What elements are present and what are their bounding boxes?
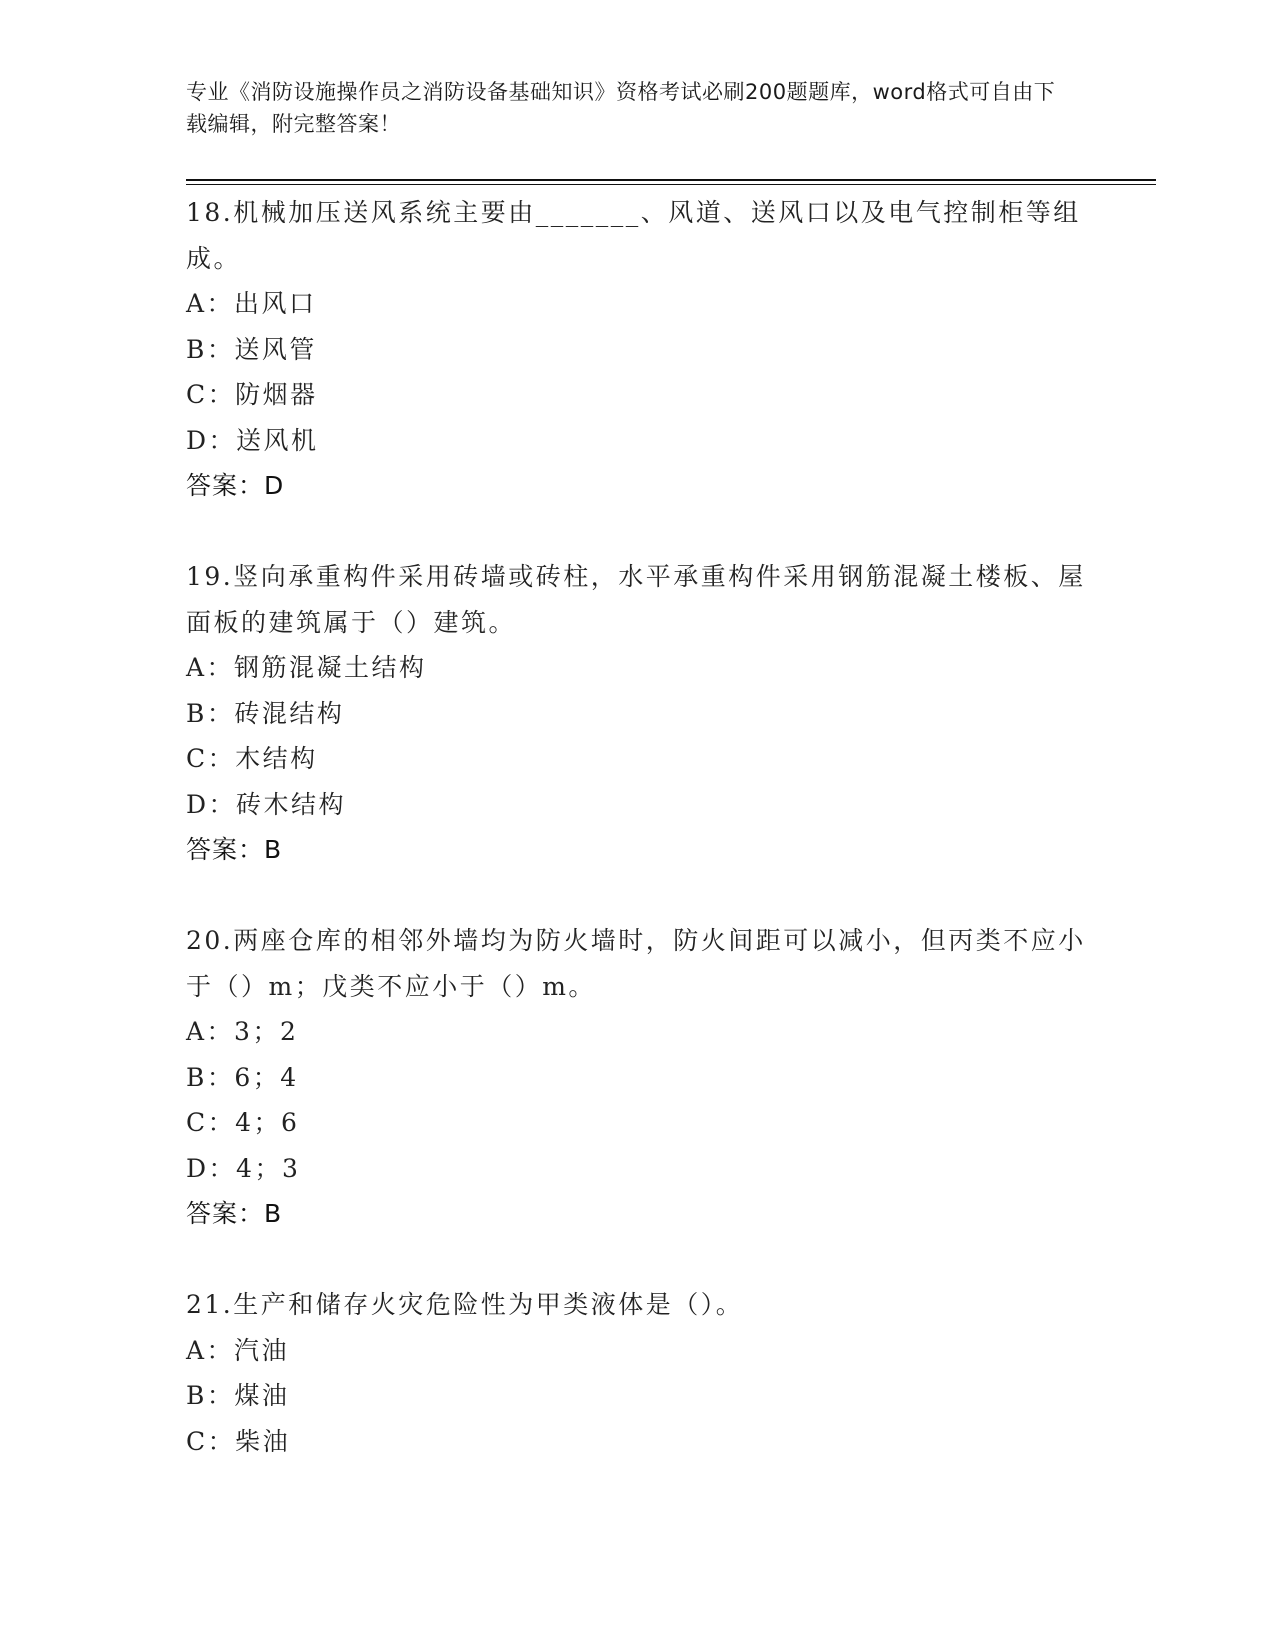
question-stem: 18.机械加压送风系统主要由_______、风道、送风口以及电气控制柜等组成。 [186, 198, 1081, 273]
option-d: D：4；3 [186, 1153, 301, 1183]
answer: 答案：D [186, 471, 285, 500]
option-d: D：送风机 [186, 425, 319, 455]
option-a: A：钢筋混凝土结构 [186, 653, 427, 682]
answer: 答案：B [186, 835, 283, 864]
document-header: 专业《消防设施操作员之消防设备基础知识》资格考试必刷200题题库，word格式可自由下载编辑，附完整答案！ [186, 80, 1056, 136]
question-spacer [186, 873, 1086, 919]
option-c: C：柴油 [186, 1426, 291, 1456]
question-stem: 20.两座仓库的相邻外墙均为防火墙时，防火间距可以减小，但丙类不应小于（）m；戊类不应小于（）m。 [186, 926, 1086, 1001]
option-a: A：出风口 [186, 289, 317, 318]
question-20 [186, 918, 1086, 1237]
option-b: B：砖混结构 [186, 698, 345, 728]
question-21 [186, 1282, 1086, 1464]
question-stem: 21.生产和储存火灾危险性为甲类液体是（）。 [186, 1290, 744, 1319]
question-spacer [186, 1237, 1086, 1283]
option-c: C：4；6 [186, 1108, 300, 1137]
option-c: C：防烟器 [186, 380, 318, 409]
question-spacer [186, 509, 1086, 555]
option-b: B：送风管 [186, 334, 317, 364]
option-c: C：木结构 [186, 744, 318, 773]
question-stem: 19.竖向承重构件采用砖墙或砖柱，水平承重构件采用钢筋混凝土楼板、屋面板的建筑属于（）建筑。 [186, 562, 1086, 637]
question-list [186, 190, 1086, 1464]
option-d: D：砖木结构 [186, 789, 347, 819]
header-divider-thick [186, 179, 1156, 181]
answer: 答案：B [186, 1199, 283, 1228]
option-b: B：6；4 [186, 1062, 299, 1092]
option-b: B：煤油 [186, 1381, 290, 1410]
question-18 [186, 190, 1086, 509]
header-divider-thin [186, 184, 1156, 185]
question-19 [186, 554, 1086, 873]
option-a: A：3；2 [186, 1017, 299, 1046]
option-a: A：汽油 [186, 1335, 290, 1365]
